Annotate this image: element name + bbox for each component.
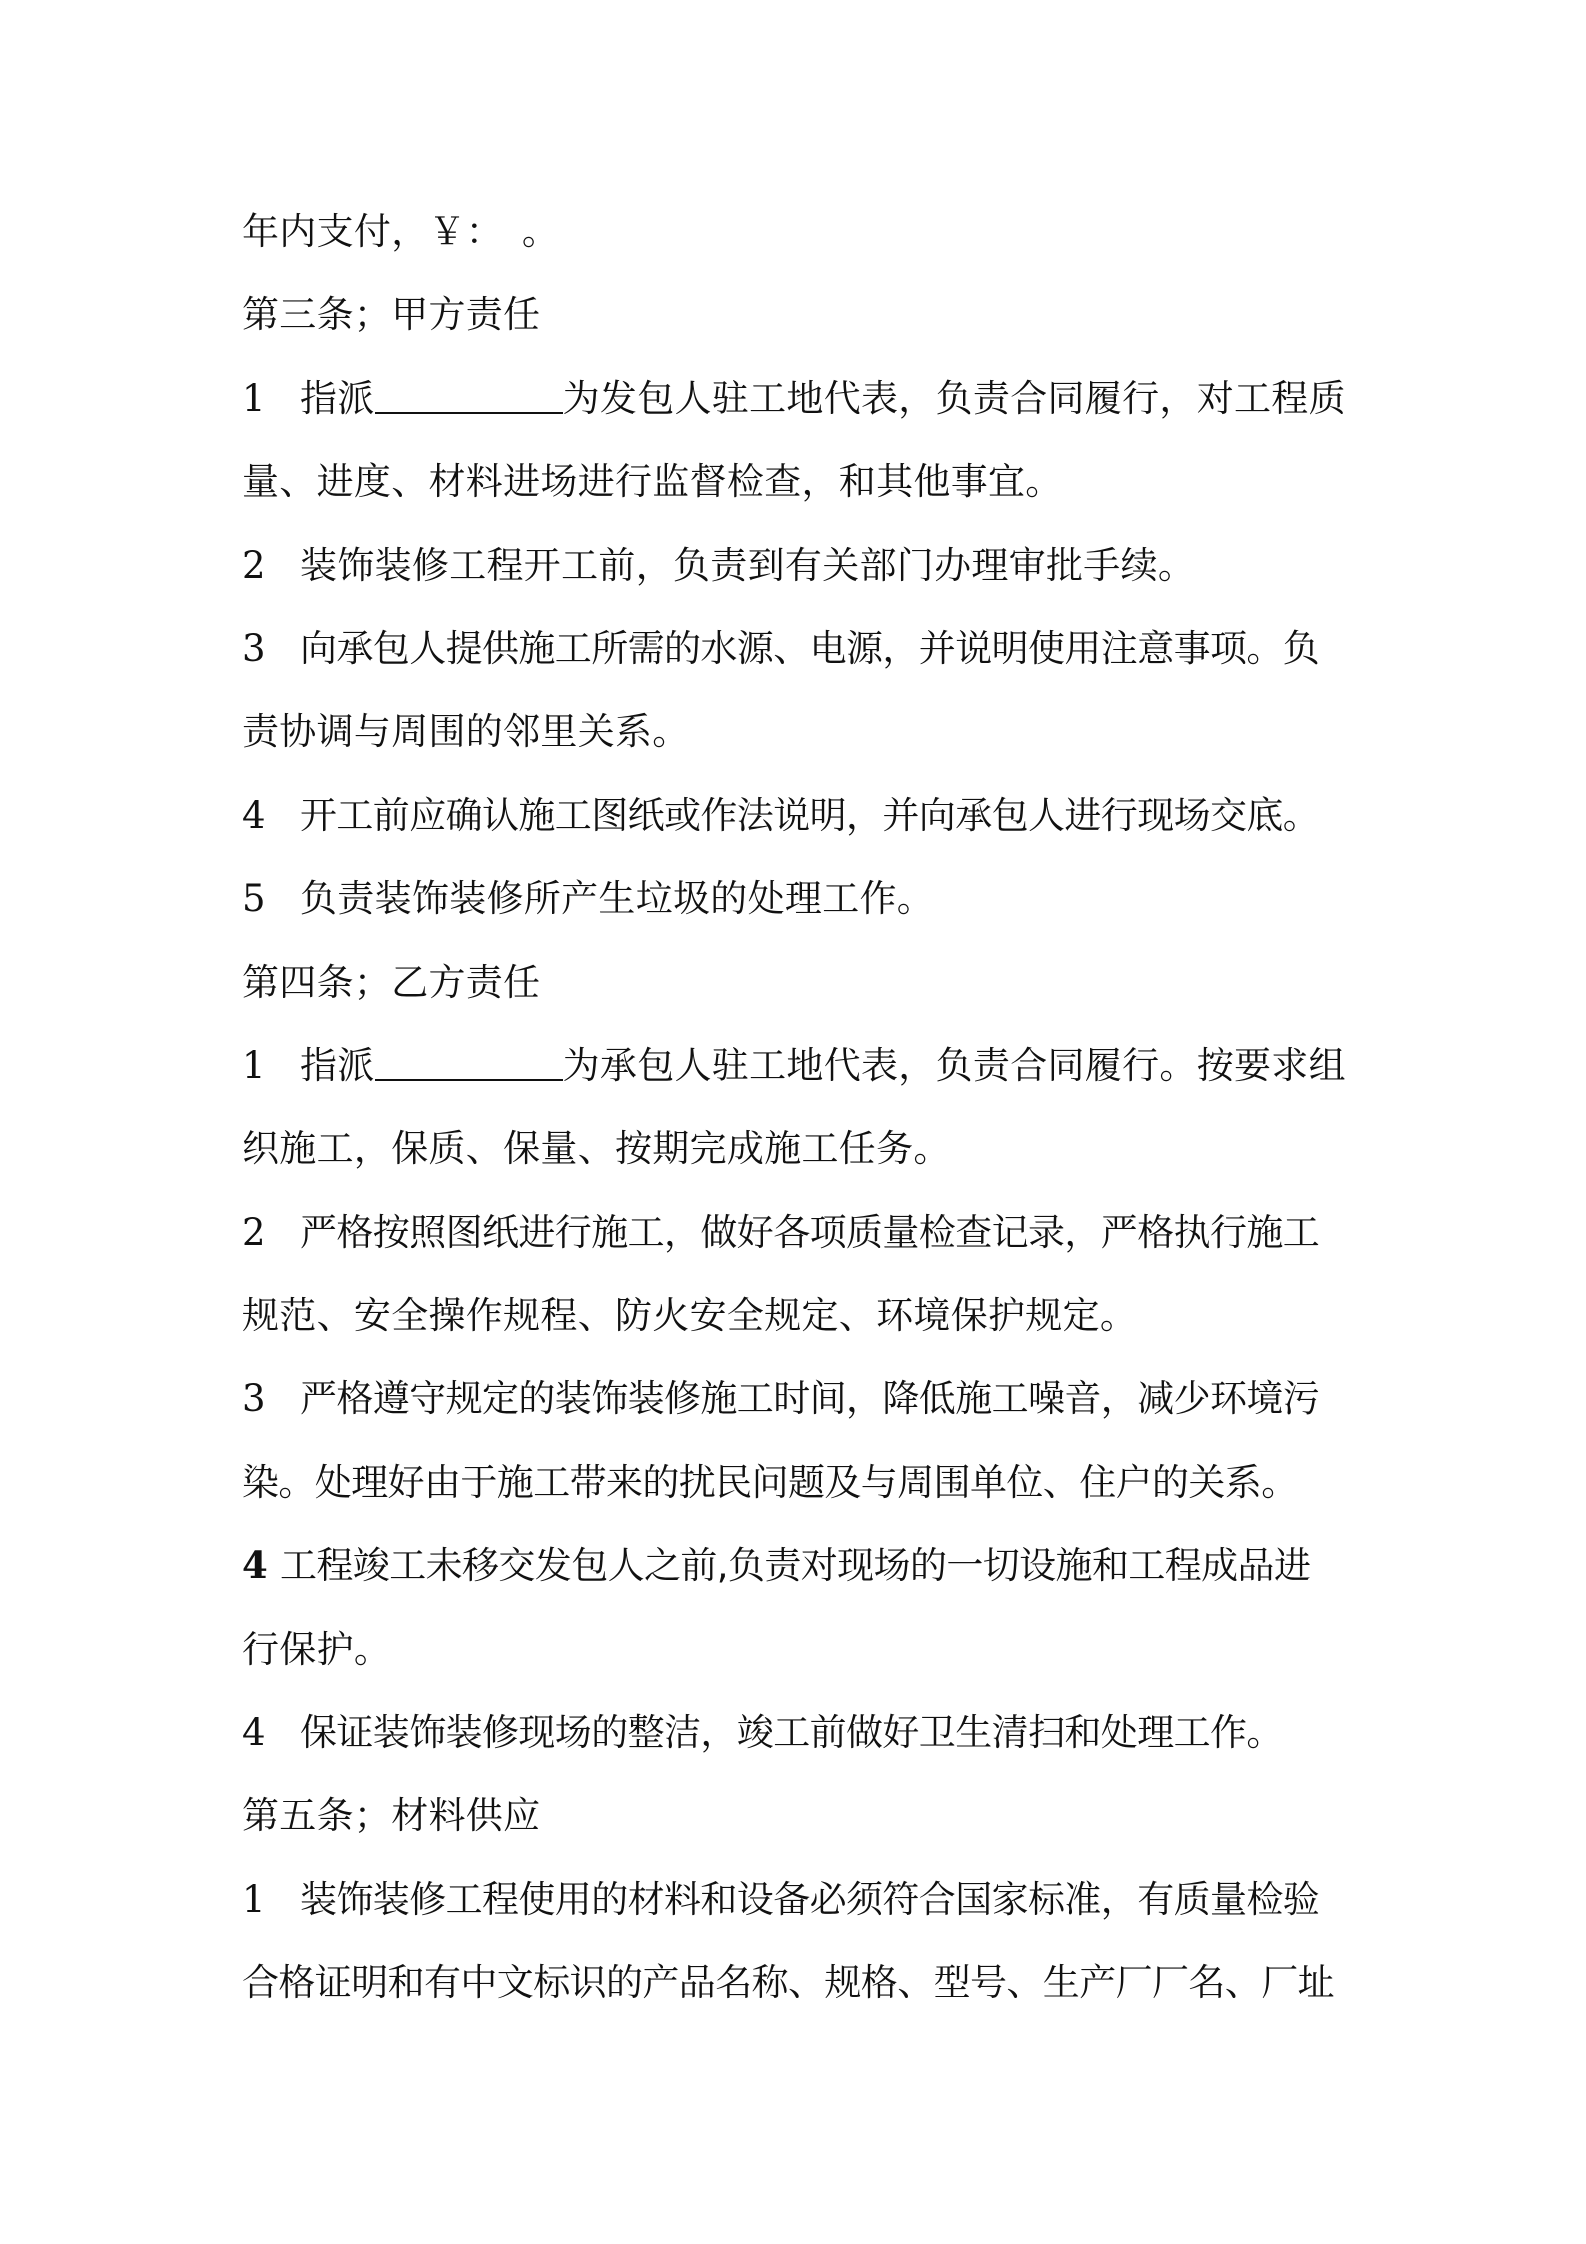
- text-line: 责协调与周围的邻里关系。: [242, 710, 690, 754]
- clause-number: 5: [242, 877, 266, 921]
- clause-text: 指派: [300, 1043, 375, 1087]
- clause-text: 严格遵守规定的装饰装修施工时间，降低施工噪音，减少环境污: [300, 1377, 1320, 1421]
- clause-text: 负责装饰装修所产生垃圾的处理工作。: [300, 877, 935, 921]
- clause-number: 3: [242, 626, 266, 670]
- clause-4-2: [242, 1191, 1360, 1274]
- clause-4-4: [242, 1524, 1360, 1607]
- text-line: 规范、安全操作规程、防火安全规定、环境保护规定。: [242, 1294, 1138, 1338]
- clause-text: 装饰装修工程开工前，负责到有关部门办理审批手续。: [300, 543, 1196, 587]
- clause-5-1: [242, 1858, 1360, 1941]
- clause-4-5: [242, 1691, 1360, 1774]
- clause-3-4: [242, 774, 1360, 857]
- text-line: 合格证明和有中文标识的产品名称、规格、型号、生产厂厂名、厂址: [242, 1961, 1334, 2005]
- clause-number: 1: [242, 376, 266, 420]
- section-heading-3: 第三条；甲方责任: [242, 293, 541, 337]
- clause-text: 保证装饰装修现场的整洁，竣工前做好卫生清扫和处理工作。: [300, 1711, 1283, 1755]
- clause-number: 2: [242, 1210, 266, 1254]
- clause-text: 向承包人提供施工所需的水源、电源，并说明使用注意事项。负: [300, 626, 1320, 670]
- clause-text: 装饰装修工程使用的材料和设备必须符合国家标准，有质量检验: [300, 1877, 1320, 1921]
- document-page: [242, 190, 1360, 2025]
- text-line: 量、进度、材料进场进行监督检查，和其他事宜。: [242, 460, 1063, 504]
- clause-3-2: [242, 524, 1360, 607]
- clause-number: 2: [242, 543, 266, 587]
- section-heading-4: 第四条；乙方责任: [242, 960, 541, 1004]
- clause-number: 4: [242, 793, 266, 837]
- clause-text: 开工前应确认施工图纸或作法说明，并向承包人进行现场交底。: [300, 793, 1320, 837]
- text-line: 染。处理好由于施工带来的扰民问题及与周围单位、住户的关系。: [242, 1460, 1298, 1504]
- clause-3-5: [242, 857, 1360, 940]
- clause-number: 4: [242, 1543, 269, 1588]
- clause-number: 3: [242, 1377, 266, 1421]
- clause-text: 工程竣工未移交发包人之前,负责对现场的一切设施和工程成品进: [280, 1544, 1311, 1588]
- clause-text: 严格按照图纸进行施工，做好各项质量检查记录，严格执行施工: [300, 1210, 1320, 1254]
- text-line: 行保护。: [242, 1627, 392, 1671]
- fill-in-blank: [375, 1042, 563, 1081]
- clause-number: 4: [242, 1711, 266, 1755]
- clause-3-3: [242, 607, 1360, 690]
- clause-4-3: [242, 1357, 1360, 1440]
- text-line: 织施工，保质、保量、按期完成施工任务。: [242, 1127, 951, 1171]
- clause-text: 指派: [300, 376, 375, 420]
- clause-text: 为承包人驻工地代表，负责合同履行。按要求组: [562, 1043, 1346, 1087]
- section-heading-5: 第五条；材料供应: [242, 1794, 541, 1838]
- fill-in-blank: [375, 375, 563, 414]
- clause-4-1: [242, 1024, 1360, 1107]
- clause-3-1: [242, 357, 1360, 440]
- clause-number: 1: [242, 1877, 266, 1921]
- clause-text: 为发包人驻工地代表，负责合同履行，对工程质: [562, 376, 1346, 420]
- text-line: 年内支付，￥： 。: [242, 210, 560, 253]
- clause-number: 1: [242, 1043, 266, 1087]
